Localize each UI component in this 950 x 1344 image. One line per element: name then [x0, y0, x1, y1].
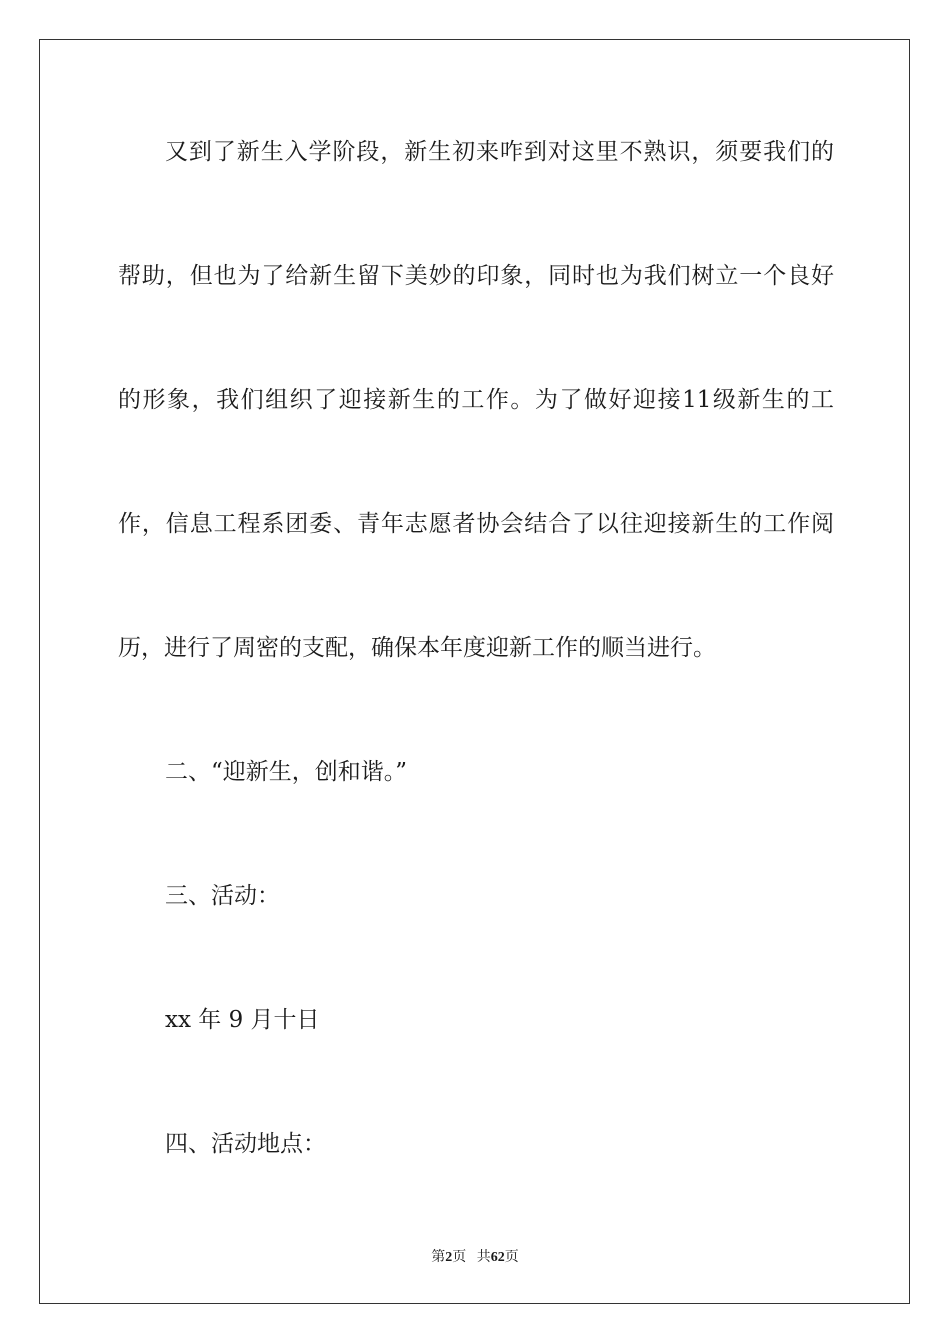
section-heading-four: 四、活动地点：: [165, 1131, 326, 1157]
page-suffix: 页: [452, 1250, 467, 1265]
paragraph-line-4: 作，信息工程系团委、青年志愿者协会结合了以往迎接新生的工作阅: [118, 511, 834, 537]
page-footer: [0, 1246, 950, 1266]
paragraph-line-3: 的形象，我们组织了迎接新生的工作。为了做好迎接11级新生的工: [118, 387, 834, 413]
paragraph-line-2: 帮助，但也为了给新生留下美妙的印象，同时也为我们树立一个良好: [118, 263, 834, 289]
paragraph-line-5: 历，进行了周密的支配，确保本年度迎新工作的顺当进行。: [118, 635, 716, 661]
total-prefix: 共: [476, 1250, 491, 1265]
event-date: xx 年 9 月十日: [165, 1007, 320, 1033]
total-pages: 62: [490, 1250, 505, 1265]
section-heading-two: 二、“迎新生，创和谐。”: [165, 759, 408, 785]
page-number: 2: [445, 1250, 453, 1265]
document-body: [118, 126, 834, 1180]
total-suffix: 页: [504, 1250, 519, 1265]
paragraph-line-1: 又到了新生入学阶段，新生初来咋到对这里不熟识，须要我们的: [165, 139, 834, 165]
page-prefix: 第: [431, 1250, 446, 1265]
section-heading-three: 三、活动：: [165, 883, 280, 909]
